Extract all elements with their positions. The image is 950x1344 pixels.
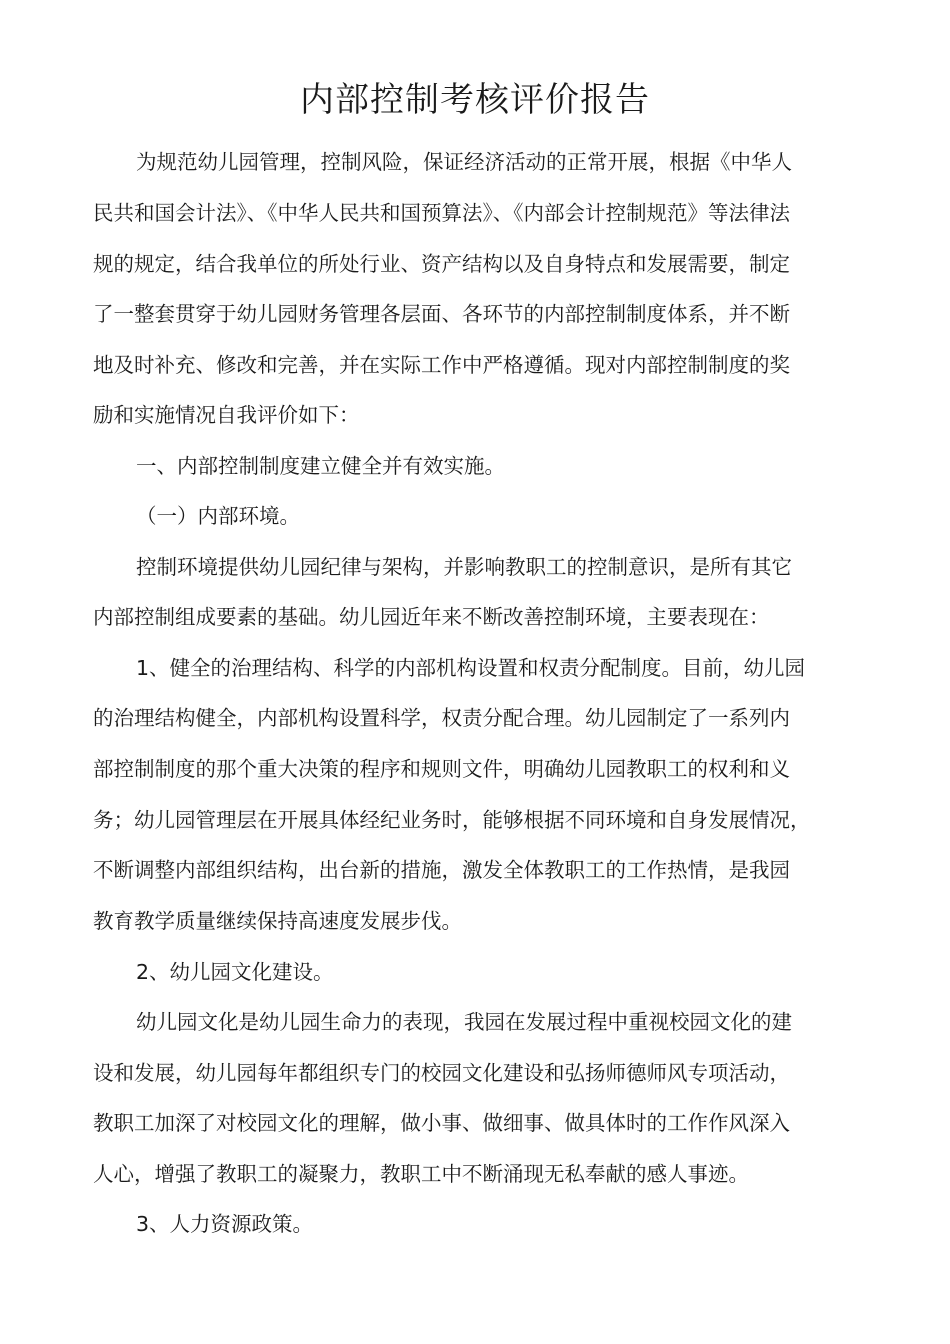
paragraph-line: 教育教学质量继续保持高速度发展步伐。 (93, 909, 462, 933)
paragraph-line: 民共和国会计法》、《中华人民共和国预算法》、《内部会计控制规范》等法律法 (93, 201, 790, 225)
section-heading: 一、内部控制制度建立健全并有效实施。 (136, 454, 505, 478)
paragraph-line: 部控制制度的那个重大决策的程序和规则文件，明确幼儿园教职工的权利和义 (93, 757, 790, 781)
document-title: 内部控制考核评价报告 (300, 80, 650, 120)
paragraph-line: 规的规定，结合我单位的所处行业、资产结构以及自身特点和发展需要，制定 (93, 252, 790, 276)
paragraph-line: 内部控制组成要素的基础。幼儿园近年来不断改善控制环境，主要表现在： (93, 605, 770, 629)
paragraph-line: 设和发展，幼儿园每年都组织专门的校园文化建设和弘扬师德师风专项活动， (93, 1061, 790, 1085)
paragraph-line: 地及时补充、修改和完善，并在实际工作中严格遵循。现对内部控制制度的奖 (93, 353, 790, 377)
numbered-heading: 3、人力资源政策。 (136, 1212, 314, 1236)
paragraph-line: 人心，增强了教职工的凝聚力，教职工中不断涌现无私奉献的感人事迹。 (93, 1162, 749, 1186)
paragraph-line: 不断调整内部组织结构，出台新的措施，激发全体教职工的工作热情，是我园 (93, 858, 790, 882)
paragraph-line: 务；幼儿园管理层在开展具体经纪业务时，能够根据不同环境和自身发展情况， (93, 808, 811, 832)
paragraph-line: 控制环境提供幼儿园纪律与架构，并影响教职工的控制意识，是所有其它 (136, 555, 792, 579)
subsection-heading: （一）内部环境。 (136, 504, 300, 528)
paragraph-line: 幼儿园文化是幼儿园生命力的表现，我园在发展过程中重视校园文化的建 (136, 1010, 792, 1034)
paragraph-line: 为规范幼儿园管理，控制风险，保证经济活动的正常开展，根据《中华人 (136, 150, 792, 174)
paragraph-line: 的治理结构健全，内部机构设置科学，权责分配合理。幼儿园制定了一系列内 (93, 706, 790, 730)
numbered-heading: 2、幼儿园文化建设。 (136, 960, 334, 984)
paragraph-line: 教职工加深了对校园文化的理解，做小事、做细事、做具体时的工作作风深入 (93, 1111, 790, 1135)
paragraph-line: 了一整套贯穿于幼儿园财务管理各层面、各环节的内部控制制度体系，并不断 (93, 302, 790, 326)
paragraph-line: 励和实施情况自我评价如下： (93, 403, 360, 427)
paragraph-line: 1、健全的治理结构、科学的内部机构设置和权责分配制度。目前，幼儿园 (136, 656, 806, 680)
